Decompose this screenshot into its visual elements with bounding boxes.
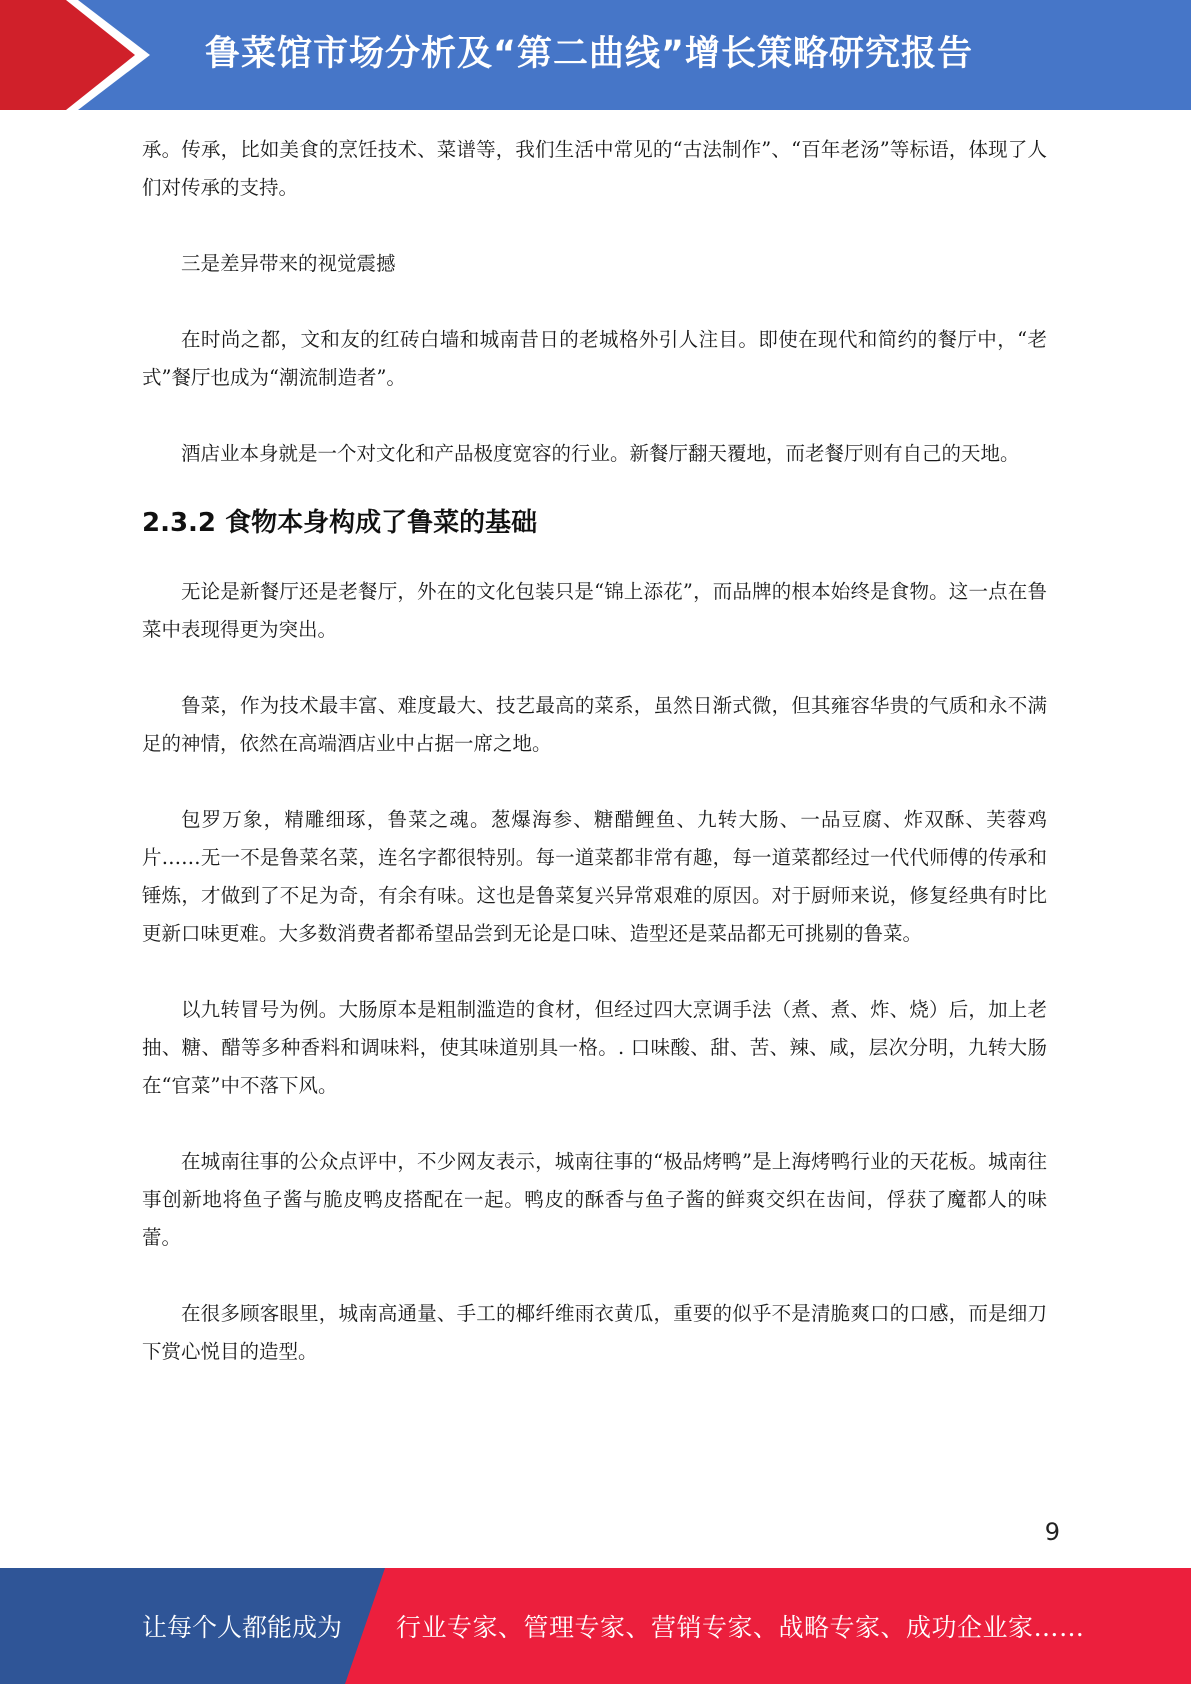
paragraph: 三是差异带来的视觉震撼 — [181, 252, 396, 275]
paragraph: 无论是新餐厅还是老餐厅，外在的文化包装只是“锦上添花”，而品牌的根本始终是食物。这一点在鲁菜中表现得更为突出。 — [142, 580, 1047, 641]
paragraph: 在时尚之都，文和友的红砖白墙和城南昔日的老城格外引人注目。即使在现代和简约的餐厅中，“老式”餐厅也成为“潮流制造者”。 — [142, 328, 1047, 389]
paragraph: 在很多顾客眼里，城南高通量、手工的椰纤维雨衣黄瓜，重要的似乎不是清脆爽口的口感，而是细刀下赏心悦目的造型。 — [142, 1302, 1047, 1363]
footer-slogan-right: 行业专家、管理专家、营销专家、战略专家、成功企业家…… — [396, 1613, 1085, 1642]
document-body — [142, 131, 1047, 1371]
paragraph: 酒店业本身就是一个对文化和产品极度宽容的行业。新餐厅翻天覆地，而老餐厅则有自己的天地。 — [181, 442, 1020, 465]
page-number: 9 — [1044, 1518, 1060, 1546]
paragraph: 以九转冒号为例。大肠原本是粗制滥造的食材，但经过四大烹调手法（煮、煮、炸、烧）后，加上老抽、糖、醋等多种香料和调味料，使其味道别具一格。. 口味酸、甜、苦、辣、咸，层次分明，九转大肠在“官菜”中不落下风。 — [142, 998, 1047, 1097]
paragraph: 在城南往事的公众点评中，不少网友表示，城南往事的“极品烤鸭”是上海烤鸭行业的天花板。城南往事创新地将鱼子酱与脆皮鸭皮搭配在一起。鸭皮的酥香与鱼子酱的鲜爽交织在齿间，俘获了魔都人的味蕾。 — [142, 1150, 1047, 1249]
report-title: 鲁菜馆市场分析及“第二曲线”增长策略研究报告 — [205, 34, 974, 74]
paragraph: 鲁菜，作为技术最丰富、难度最大、技艺最高的菜系，虽然日渐式微，但其雍容华贵的气质和永不满足的神情，依然在高端酒店业中占据一席之地。 — [142, 694, 1047, 755]
footer-slogan-left: 让每个人都能成为 — [142, 1613, 343, 1642]
page-footer — [0, 1568, 1191, 1684]
paragraph: 承。传承，比如美食的烹饪技术、菜谱等，我们生活中常见的“古法制作”、“百年老汤”等标语，体现了人们对传承的支持。 — [142, 138, 1047, 199]
page-header — [0, 0, 1191, 110]
paragraph: 包罗万象，精雕细琢，鲁菜之魂。葱爆海参、糖醋鲤鱼、九转大肠、一品豆腐、炸双酥、芙蓉鸡片……无一不是鲁菜名菜，连名字都很特别。每一道菜都非常有趣，每一道菜都经过一代代师傅的传承和锤炼，才做到了不足为奇，有余有味。这也是鲁菜复兴异常艰难的原因。对于厨师来说，修复经典有时比更新口味更难。大多数消费者都希望品尝到无论是口味、造型还是菜品都无可挑剔的鲁菜。 — [142, 808, 1047, 945]
section-heading: 2.3.2 食物本身构成了鲁菜的基础 — [142, 508, 538, 538]
